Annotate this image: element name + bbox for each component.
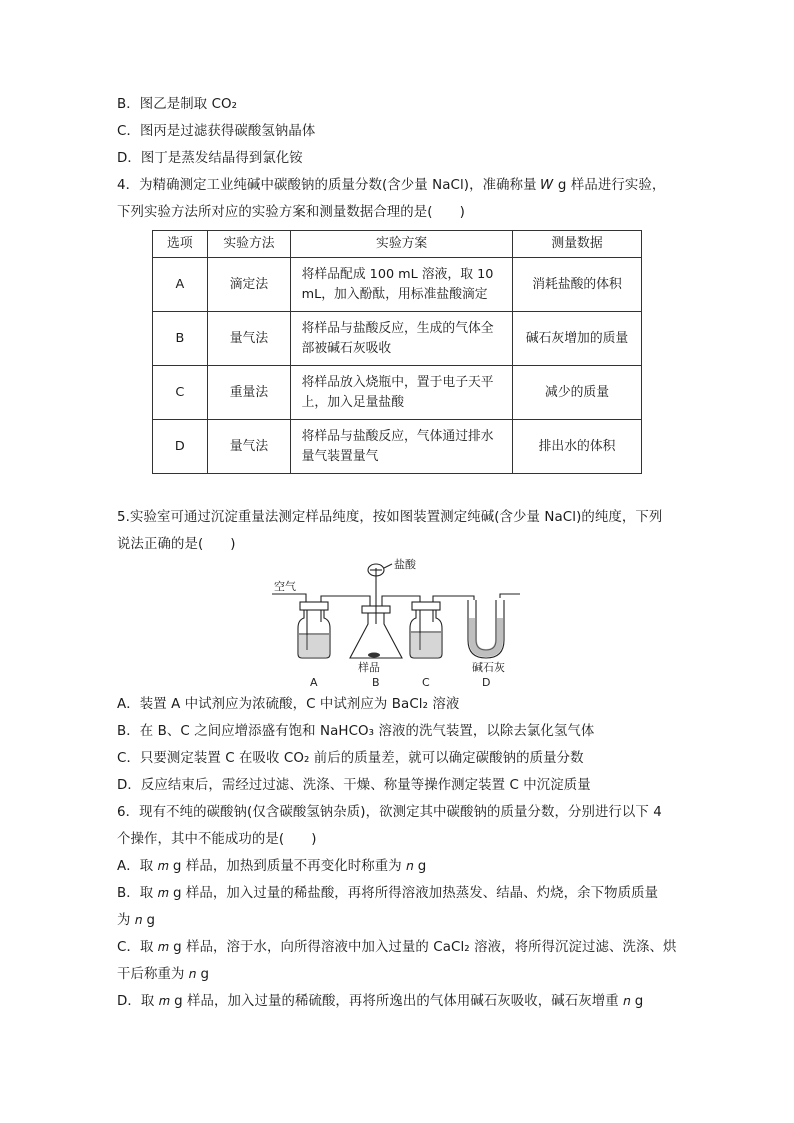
row-data: 消耗盐酸的体积 [513,258,642,312]
label-a: A [310,676,318,689]
header-data: 测量数据 [513,231,642,258]
q3-option-c: C．图丙是过滤获得碳酸氢钠晶体 [117,124,316,139]
row-plan [291,312,513,366]
row-plan [291,258,513,312]
label-sample: 样品 [358,661,380,674]
label-acid: 盐酸 [394,558,416,571]
row-data: 碱石灰增加的质量 [513,312,642,366]
q4-table [152,230,642,474]
bottle-a-stopper [300,602,328,610]
header-method: 实验方法 [207,231,291,258]
plan-text: 将样品与盐酸反应，生成的气体全部被碱石灰吸收 [301,320,494,356]
table-row [153,420,642,474]
soda-lime-fill [469,618,503,657]
q6-option-c: C．取 𝑚 g 样品，溶于水，向所得溶液中加入过量的 CaCl₂ 溶液，将所得沉淀过滤、洗涤、烘 [117,940,677,955]
row-plan [291,366,513,420]
row-method: 量气法 [207,312,291,366]
row-data: 减少的质量 [513,366,642,420]
q4-stem-line1: 4．为精确测定工业纯碱中碳酸钠的质量分数(含少量 NaCl)，准确称量 𝑊 g 样品进行实验， [117,178,666,193]
q5-option-c: C．只要测定装置 C 在吸收 CO₂ 前后的质量差，就可以确定碳酸钠的质量分数 [117,751,584,766]
q5-option-a: A．装置 A 中试剂应为浓硫酸，C 中试剂应为 BaCl₂ 溶液 [117,697,460,712]
tube-b-c [382,596,420,606]
sample-solid [368,653,380,658]
row-plan [291,420,513,474]
plan-text: 将样品与盐酸反应，气体通过排水量气装置量气 [301,428,494,464]
table-row [153,312,642,366]
label-d: D [482,676,491,689]
q6-option-a: A．取 𝑚 g 样品，加热到质量不再变化时称重为 𝑛 g [117,859,427,874]
label-air: 空气 [274,580,296,593]
q4-stem-line2: 下列实验方法所对应的实验方案和测量数据合理的是( ) [117,205,465,220]
q5-option-b: B．在 B、C 之间应增添盛有饱和 NaHCO₃ 溶液的洗气装置，以除去氯化氢气体 [117,724,595,739]
table-row [153,366,642,420]
header-plan: 实验方案 [291,231,513,258]
q6-option-b-cont: 为 𝑛 g [117,913,156,928]
q5-stem-line2: 说法正确的是( ) [117,537,236,552]
header-option: 选项 [153,231,208,258]
q5-stem-line1: 5.实验室可通过沉淀重量法测定样品纯度，按如图装置测定纯碱(含少量 NaCl)的纯度，下列 [117,510,663,525]
row-method: 重量法 [207,366,291,420]
q3-option-d: D．图丁是蒸发结晶得到氯化铵 [117,151,303,166]
q5-option-d: D．反应结束后，需经过过滤、洗涤、干燥、称量等操作测定装置 C 中沉淀质量 [117,778,591,793]
row-method: 量气法 [207,420,291,474]
q6-stem-line2: 个操作，其中不能成功的是( ) [117,832,317,847]
q6-stem-line1: 6．现有不纯的碳酸钠(仅含碳酸氢钠杂质)，欲测定其中碳酸钠的质量分数，分别进行以下 4 [117,805,662,820]
apparatus-diagram [262,558,524,690]
row-option: D [153,420,208,474]
row-option: B [153,312,208,366]
liquid-a [299,635,329,657]
table-header-row [153,231,642,258]
air-inlet-tube [272,594,306,602]
u-tube-outlet [500,594,520,598]
plan-text: 将样品放入烧瓶中，置于电子天平上，加入足量盐酸 [301,374,494,410]
label-b: B [372,676,380,689]
label-soda-lime: 碱石灰 [472,661,505,674]
q3-option-b: B．图乙是制取 CO₂ [117,97,238,112]
row-data: 排出水的体积 [513,420,642,474]
row-option: C [153,366,208,420]
label-c: C [422,676,430,689]
table-row [153,258,642,312]
q6-option-d: D．取 𝑚 g 样品，加入过量的稀硫酸，再将所逸出的气体用碱石灰吸收，碱石灰增重 𝑛 g [117,994,644,1009]
row-method: 滴定法 [207,258,291,312]
plan-text: 将样品配成 100 mL 溶液，取 10 mL，加入酚酞，用标准盐酸滴定 [301,266,494,302]
q6-option-b: B．取 𝑚 g 样品，加入过量的稀盐酸，再将所得溶液加热蒸发、结晶、灼烧，余下物质质量 [117,886,659,901]
liquid-c [411,633,441,657]
row-option: A [153,258,208,312]
bottle-c-stopper [412,602,440,610]
q6-option-c-cont: 干后称重为 𝑛 g [117,967,210,982]
